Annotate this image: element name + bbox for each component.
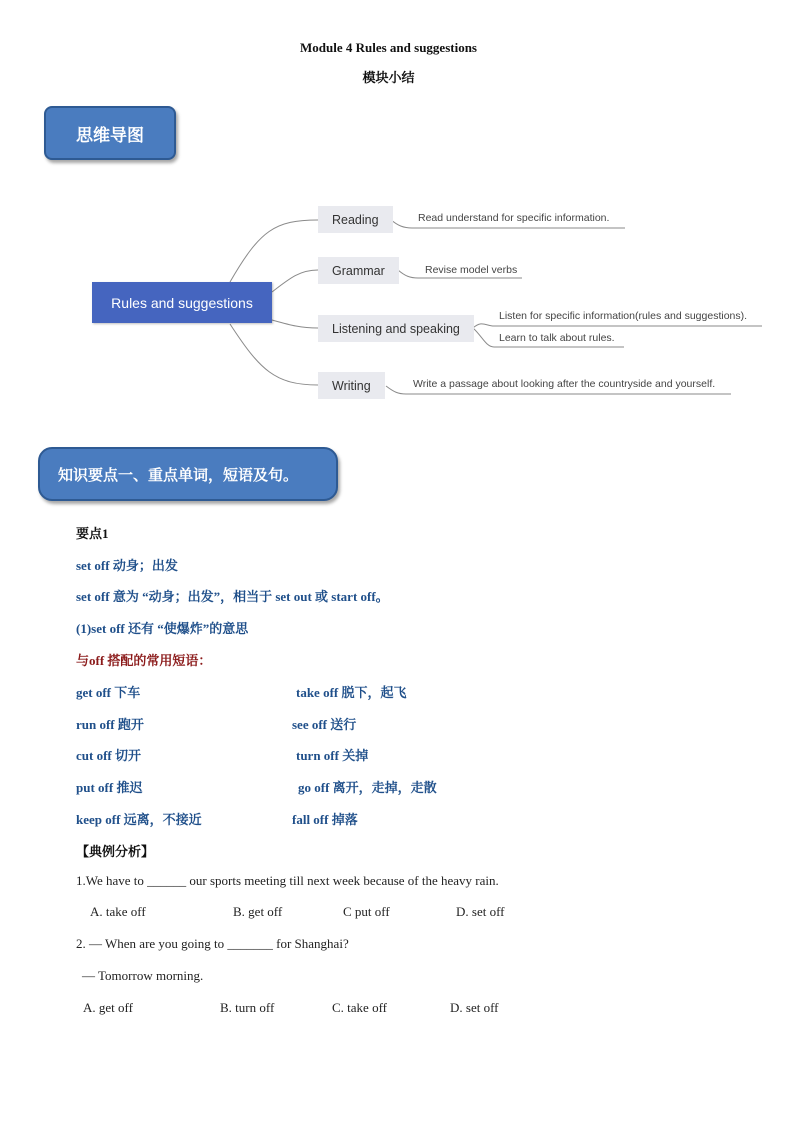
point-explanation: set off 意为 “动身；出发”，相当于 set out 或 start off。 — [76, 589, 389, 604]
connector-writing — [230, 324, 318, 385]
mindmap-node-grammar: Grammar — [318, 257, 399, 284]
knowledge-section-label: 知识要点一、重点单词，短语及句。 — [38, 447, 338, 501]
phrase-right-3: turn off 关掉 — [296, 748, 369, 763]
phrase-left-2: run off 跑开 — [76, 717, 144, 732]
phrase-left-4: put off 推迟 — [76, 780, 143, 795]
q2-option-b: B. turn off — [220, 1000, 275, 1015]
phrase-left-3: cut off 切开 — [76, 748, 141, 763]
q1-option-a: A. take off — [90, 904, 146, 919]
phrase-right-4: go off 离开，走掉，走散 — [298, 780, 437, 795]
q2-option-c: C. take off — [332, 1000, 387, 1015]
mindmap-note-listening-1: Listen for specific information(rules and suggestions). — [499, 310, 748, 322]
page-title: Module 4 Rules and suggestions — [300, 40, 477, 55]
point-term: set off 动身；出发 — [76, 558, 178, 573]
phrase-left-5: keep off 远离，不接近 — [76, 812, 202, 827]
mindmap-node-listening: Listening and speaking — [318, 315, 474, 342]
connector-reading — [230, 220, 318, 282]
question-2-answer: — Tomorrow morning. — [82, 968, 204, 983]
mindmap-note-reading: Read understand for specific information. — [418, 212, 610, 224]
mindmap-note-writing: Write a passage about looking after the countryside and yourself. — [413, 378, 716, 390]
mindmap-note-listening-2: Learn to talk about rules. — [499, 332, 615, 344]
q1-option-d: D. set off — [456, 904, 505, 919]
mindmap-note-grammar: Revise model verbs — [425, 264, 518, 276]
phrase-right-2: see off 送行 — [292, 717, 357, 732]
connector-grammar — [272, 270, 318, 292]
q2-option-d: D. set off — [450, 1000, 499, 1015]
mindmap-section-label: 思维导图 — [44, 106, 176, 160]
point-heading: 要点1 — [76, 526, 109, 541]
phrase-right-1: take off 脱下，起飞 — [296, 685, 407, 700]
q2-option-a: A. get off — [83, 1000, 133, 1015]
mindmap-node-writing: Writing — [318, 372, 385, 399]
question-2: 2. — When are you going to _______ for Shanghai? — [76, 936, 349, 951]
note-line-listening-1 — [473, 324, 762, 328]
q1-option-c: C put off — [343, 904, 390, 919]
point-note: (1)set off 还有 “使爆炸”的意思 — [76, 621, 249, 636]
examples-heading: 【典例分析】 — [76, 844, 155, 859]
phrase-left-1: get off 下车 — [76, 685, 141, 700]
phrase-right-5: fall off 掉落 — [292, 812, 358, 827]
connector-listening — [272, 320, 318, 328]
mindmap-center-node: Rules and suggestions — [92, 282, 272, 323]
q1-option-b: B. get off — [233, 904, 283, 919]
mindmap-node-reading: Reading — [318, 206, 393, 233]
question-1: 1.We have to ______ our sports meeting till next week because of the heavy rain. — [76, 873, 499, 888]
page-subtitle: 模块小结 — [362, 70, 415, 85]
phrases-heading: 与off 搭配的常用短语： — [76, 653, 212, 668]
